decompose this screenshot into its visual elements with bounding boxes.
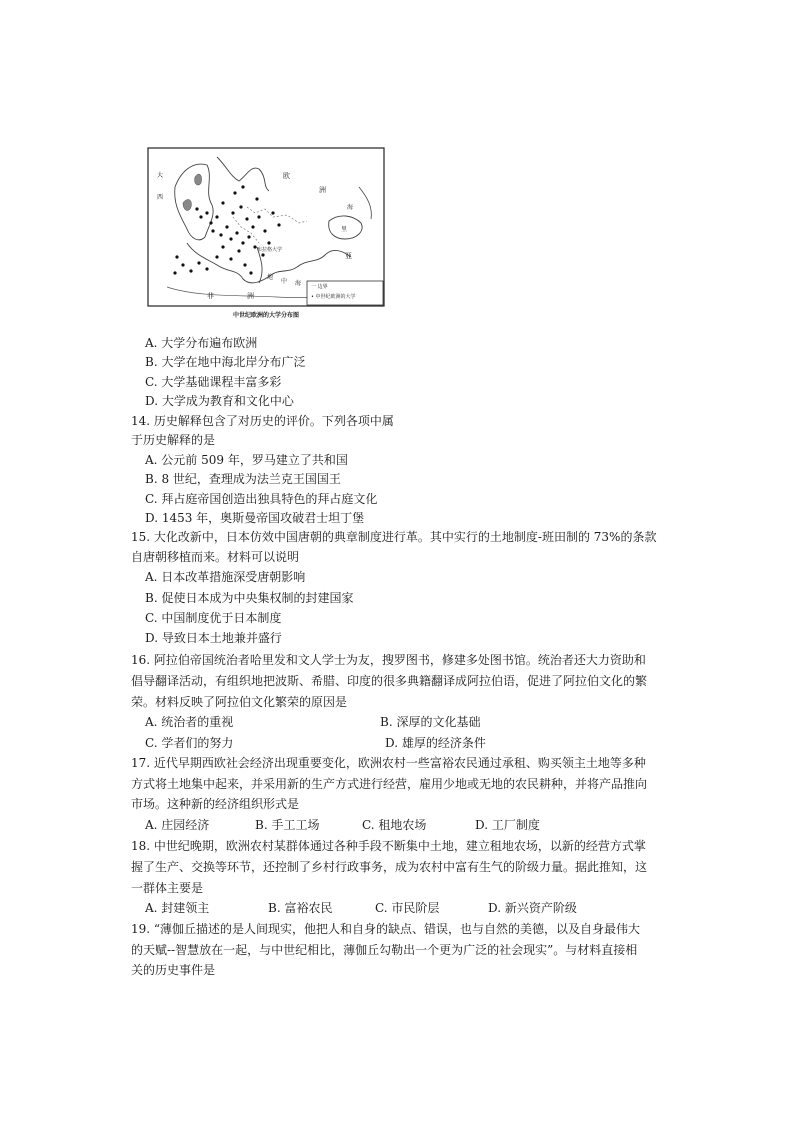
q15-stem: 自唐朝移植而来。材料可以说明 bbox=[131, 550, 300, 564]
map-label: 西 bbox=[157, 194, 164, 201]
q18-option-d: D. 新兴资产阶级 bbox=[488, 901, 577, 915]
q14-option-b: B. 8 世纪，查理成为法兰克王国国王 bbox=[145, 472, 341, 486]
map-label: 欧 bbox=[283, 172, 290, 180]
q18-option-b: B. 富裕农民 bbox=[268, 901, 333, 915]
q17-option-a: A. 庄园经济 bbox=[145, 818, 210, 832]
q14-option-a: A. 公元前 509 年，罗马建立了共和国 bbox=[145, 453, 348, 467]
map-label: 洲 bbox=[247, 292, 254, 300]
q16-option-c: C. 学者们的努力 bbox=[145, 736, 234, 750]
map-label: 亚 bbox=[345, 252, 352, 260]
q17-stem: 17. 近代早期西欧社会经济出现重要变化，欧洲农村一些富裕农民通过承租、购买领主土地等多种 bbox=[131, 756, 646, 770]
q16-option-d: D. 雄厚的经济条件 bbox=[385, 736, 486, 750]
map-label: 地 bbox=[267, 274, 274, 281]
q15-option-d: D. 导致日本土地兼并盛行 bbox=[145, 631, 282, 645]
map-label: 海 bbox=[295, 280, 302, 287]
q16-stem: 16. 阿拉伯帝国统治者哈里发和文人学士为友，搜罗图书，修建多处图书馆。统治者还大力资助和 bbox=[131, 653, 646, 667]
q15-option-a: A. 日本改革措施深受唐朝影响 bbox=[145, 570, 306, 584]
q14-option-c: C. 拜占庭帝国创造出独具特色的拜占庭文化 bbox=[145, 492, 378, 506]
map-label: 海 bbox=[347, 204, 354, 211]
q13-option-b: B. 大学在地中海北岸分布广泛 bbox=[145, 355, 306, 369]
q17-stem: 市场。这种新的经济组织形式是 bbox=[131, 797, 300, 811]
map-label-city: 布拉格大学 bbox=[257, 247, 283, 253]
q18-stem: 握了生产、交换等环节，还控制了乡村行政事务，成为农村中富有生气的阶级力量。据此推知，这 bbox=[131, 860, 648, 874]
q16-option-a: A. 统治者的重视 bbox=[145, 715, 234, 729]
q14-stem: 14. 历史解释包含了对历史的评价。下列各项中属 bbox=[131, 414, 394, 428]
q19-stem: 关的历史事件是 bbox=[131, 963, 216, 977]
q16-stem: 倡导翻译活动，有组织地把波斯、希腊、印度的很多典籍翻译成阿拉伯语，促进了阿拉伯文化的繁 bbox=[131, 674, 648, 688]
map-label: 非 bbox=[207, 292, 214, 300]
q15-option-b: B. 促使日本成为中央集权制的封建国家 bbox=[145, 591, 354, 605]
q18-option-c: C. 市民阶层 bbox=[375, 901, 440, 915]
q18-option-a: A. 封建领主 bbox=[145, 901, 210, 915]
q17-option-b: B. 手工工场 bbox=[255, 818, 320, 832]
q14-stem: 于历史解释的是 bbox=[131, 433, 216, 447]
q19-stem: 的天赋--智慧放在一起，与中世纪相比，薄伽丘勾勒出一个更为广泛的社会现实”。与材料直接相 bbox=[131, 943, 638, 957]
map-label: 中 bbox=[281, 278, 288, 285]
q17-option-c: C. 租地农场 bbox=[362, 818, 427, 832]
q16-stem: 荣。材料反映了阿拉伯文化繁荣的原因是 bbox=[131, 695, 348, 709]
legend-university: • 中世纪欧洲的大学 bbox=[311, 294, 356, 300]
map-caption: 中世纪欧洲的大学分布图 bbox=[232, 312, 299, 319]
q13-option-d: D. 大学成为教育和文化中心 bbox=[145, 394, 294, 408]
q14-option-d: D. 1453 年，奥斯曼帝国攻破君士坦丁堡 bbox=[145, 511, 365, 525]
q15-option-c: C. 中国制度优于日本制度 bbox=[145, 611, 282, 625]
q17-stem: 方式将土地集中起来，并采用新的生产方式进行经营，雇用少地或无地的农民耕种，并将产品推向 bbox=[131, 777, 648, 791]
q13-option-a: A. 大学分布遍布欧洲 bbox=[145, 336, 258, 350]
q18-stem: 18. 中世纪晚期，欧洲农村某群体通过各种手段不断集中土地，建立租地农场，以新的经营方式掌 bbox=[131, 839, 646, 853]
map-label: 洲 bbox=[319, 186, 326, 194]
q15-stem: 15. 大化改新中，日本仿效中国唐朝的典章制度进行革。其中实行的土地制度-班田制的 73%的条款 bbox=[131, 530, 657, 544]
map-label: 大 bbox=[157, 172, 164, 179]
legend-border: 一 边界 bbox=[311, 284, 328, 290]
q18-stem: 一群体主要是 bbox=[131, 881, 204, 895]
q17-option-d: D. 工厂制度 bbox=[475, 818, 540, 832]
q16-option-b: B. 深厚的文化基础 bbox=[380, 715, 481, 729]
q19-stem: 19. “薄伽丘描述的是人间现实，他把人和自身的缺点、错误，也与自然的美德，以及自身最伟大 bbox=[131, 922, 641, 936]
q13-option-c: C. 大学基础课程丰富多彩 bbox=[145, 375, 282, 389]
map-label: 里 bbox=[341, 226, 348, 233]
